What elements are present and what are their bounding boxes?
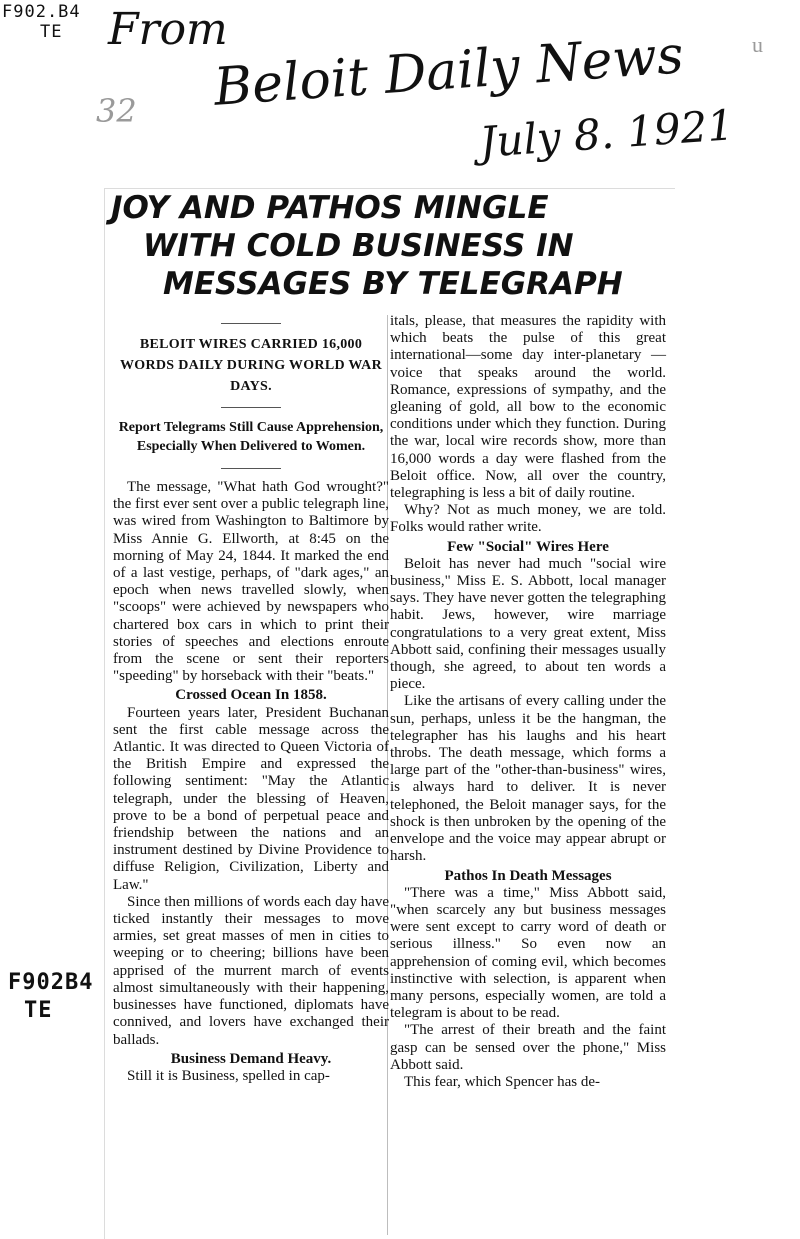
- newspaper-clipping: [104, 188, 675, 1239]
- handwritten-source: Beloit Daily News: [212, 25, 686, 118]
- headline-line: JOY AND PATHOS MINGLE: [111, 190, 549, 226]
- article-paragraph: This fear, which Spencer has de-: [404, 1073, 600, 1090]
- article-column-left: [113, 313, 389, 1085]
- article-paragraph: Like the artisans of every calling under the sun, perhaps, unless it be the hangman, the telegrapher has his laughs and his heart throbs. The death message, which forms a large part of the "other-than-business" wires, is always hard to deliver. It is never telephoned, the Beloit manager says, for the shock is then unbroken by the opening of the envelope and the voice may appear abrupt or harsh.: [390, 693, 666, 865]
- deck-rule: [221, 468, 281, 469]
- article-subhead: Crossed Ocean In 1858.: [175, 687, 327, 704]
- archive-stamp-top: F902.B4: [2, 2, 81, 22]
- article-paragraph: Why? Not as much money, we are told. Folks would rather write.: [390, 502, 666, 536]
- article-paragraph: "There was a time," Miss Abbott said, "when scarcely any but business messages were sent except to carry word of death or serious illness." So even now an apprehension of coming evil, which becomes instinctive with selection, is apparent when many persons, especially women, are told a telegram is about to be read.: [390, 884, 666, 1022]
- page-number: 32: [96, 92, 137, 130]
- article-subhead: Few "Social" Wires Here: [447, 538, 609, 555]
- article-paragraph: Still it is Business, spelled in cap-: [127, 1067, 330, 1084]
- article-paragraph: Beloit has never had much "social wire business," Miss E. S. Abbott, local manager says. They have never gotten the telegraphing habit. Jews, however, wire marriage congratulations to a very great extent, Miss Abbott said, confining their messages usually though, she agreed, to about ten words a piece.: [390, 555, 666, 693]
- archive-stamp-side-sub: TE: [24, 998, 53, 1023]
- article-column-right: [390, 313, 666, 1091]
- deck-rule: [221, 323, 281, 324]
- article-paragraph: The message, "What hath God wrought?" the first ever sent over a public telegraph line, was wired from Washington to Baltimore by Miss Annie G. Ellworth, at 8:45 on the morning of May 24, 1844. It marked the end of a last vestige, perhaps, of "dark ages," an epoch when news travelled slowly, when "scoops" were achieved by newspapers who chartered box cars in which to print their stories of speeches and elections enroute from the scene or sent their reporters "speeding" by horseback with their "beats.": [113, 479, 389, 685]
- corner-mark: u: [752, 32, 763, 57]
- handwritten-from: From: [108, 4, 228, 55]
- archive-stamp-top-sub: TE: [40, 22, 63, 42]
- article-deck: BELOIT WIRES CARRIED 16,000 WORDS DAILY DURING WORLD WAR DAYS.: [120, 337, 382, 394]
- article-subhead: Business Demand Heavy.: [170, 1050, 332, 1067]
- article-subhead: Pathos In Death Messages: [444, 867, 612, 884]
- article-paragraph: Since then millions of words each day have ticked instantly their messages to move armies, set great masses of men in cities to weeping or to cheering; billions have been apprised of the murrent march of events almost simultaneously with their happening, businesses have functioned, diplomats have connived, and lovers have exchanged their ballads.: [113, 893, 389, 1048]
- article-headline: [105, 189, 675, 303]
- headline-line: MESSAGES BY TELEGRAPH: [163, 266, 623, 302]
- article-paragraph: itals, please, that measures the rapidity with which beats the pulse of this great international—some day inter-planetary —voice that speaks around the world. Romance, expressions of sympathy, and the gleaning of gold, all bow to the economic conditions under which they function. During the war, local wire records show, more than 16,000 words a day were flashed from the Beloit office. Now, all over the country, telegraphing is less a bit of daily routine.: [390, 313, 666, 502]
- article-paragraph: Fourteen years later, President Buchanan sent the first cable message across the Atlantic. It was directed to Queen Victoria of the British Empire and expressed the following sentiment: "May the Atlantic telegraph, under the blessing of Heaven, prove to be a bond of perpetual peace and friendship between the nations and an instrument destined by Divine Providence to diffuse Religion, Civilization, Liberty and Law.": [113, 704, 389, 893]
- headline-line: WITH COLD BUSINESS IN: [143, 228, 574, 264]
- deck-rule: [221, 407, 281, 408]
- article-subdeck: Report Telegrams Still Cause Apprehension, Especially When Delivered to Women.: [118, 420, 384, 454]
- handwritten-date: July 8. 1921: [478, 100, 736, 167]
- archive-stamp-side: F902B4: [8, 970, 94, 995]
- article-paragraph: "The arrest of their breath and the faint gasp can be sensed over the phone," Miss Abbott said.: [390, 1022, 666, 1073]
